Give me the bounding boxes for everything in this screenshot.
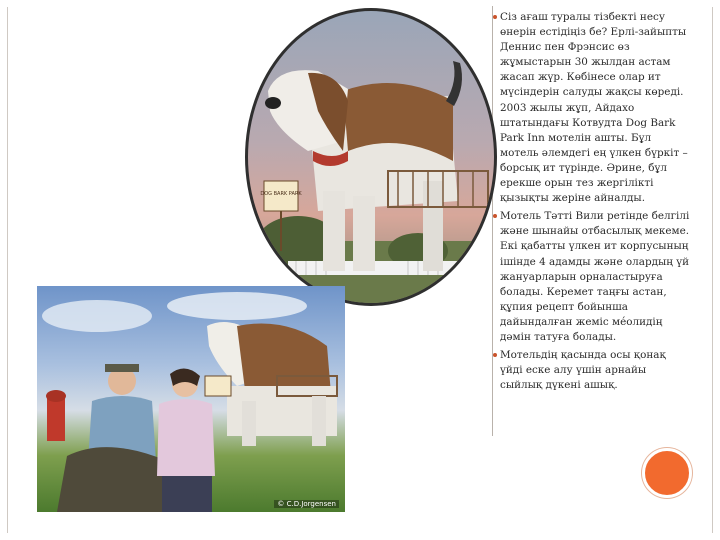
divider-line [492,6,493,436]
bullet-icon [493,15,497,19]
photo-sign-text: DOG BARK PARK [260,191,302,197]
paragraph-1 [500,10,690,206]
paragraph-1-text: Сіз ағаш туралы тізбекті несу өнерін естідіңіз бе? Ерлі-зайыпты Деннис пен Фрэнсис өз жұмыстарын 30 жылдан астам жасап жүр. Көбінесе олар ит мүсіндерін салуды жақсы көреді. 2003 жылы жұп, Айдахо штатындағы Котвудта Dog Bark Park Inn мотелін ашты. Бұл мотель әлемдегі ең үлкен бүркіт – борсық ит түрінде. Әрине, бұл ерекше орын тез жергілікті қызықты жеріне айналды. [500,11,688,205]
couple-illustration [37,286,345,512]
couple-photo [37,286,345,512]
photo-copyright-stamp: © C.D.Jorgensen [274,500,339,508]
paragraph-3-text: Мотельдің қасында осы қонақ үйді еске алу үшін арнайы сыйлық дүкені ашық. [500,349,666,392]
beagle-motel-illustration [248,11,494,303]
text-column [500,10,690,396]
paragraph-3 [500,348,690,393]
paragraph-2 [500,209,690,345]
orange-circle-decoration [642,448,692,498]
paragraph-2-text: Мотель Тәтті Вили ретінде белгілі және шынайы отбасылық мекеме. Екі қабатты үлкен ит корпусының ішінде 4 адамды және олардың үй жануарларын орналастыруға болады. Керемет таңғы астан, құпия рецепт бойынша дайындалған жеміс ме́олидің дәмін татуға болады. [500,210,690,343]
beagle-motel-photo-circle [245,8,497,306]
